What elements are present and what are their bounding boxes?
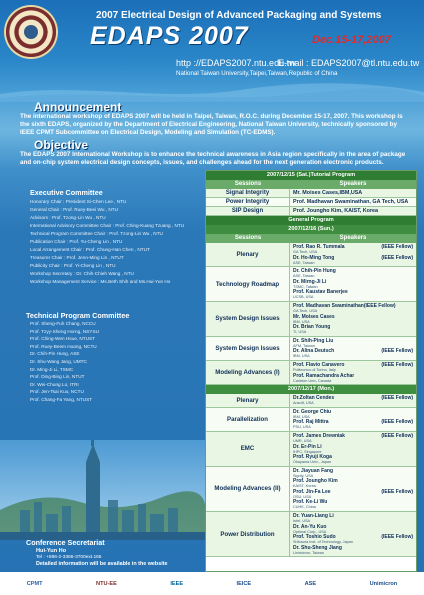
- day1-rows: [206, 243, 416, 385]
- table-row: [206, 207, 416, 216]
- speaker-name: Prof. Ramachandra Achar: [293, 372, 355, 379]
- objective-text: The EDAPS 2007 International Workshop is to enhance the technical awareness in Asia region specifically in the area of package and on-chip system electrical design concepts, issues, and challenges ahead for the next generation electronic products.: [20, 151, 406, 166]
- speaker-affiliation: TSMC, Taiwan: [293, 284, 318, 289]
- speaker-fellow: (IEEE Fellow): [381, 419, 413, 426]
- speaker-affiliation: AFM, Taiwan: [293, 343, 315, 348]
- speaker-cell: [290, 512, 416, 556]
- speaker-fellow: (IEEE Fellow): [381, 348, 413, 355]
- speaker-affiliation: CUHK, China: [293, 505, 316, 510]
- speaker-affiliation: Sigrity, USA: [293, 473, 314, 478]
- table-row: [206, 198, 416, 207]
- speaker-name: Dr. Mirng-Ji Li: [293, 278, 327, 285]
- seal-center-icon: [24, 25, 38, 39]
- session-name: Modeling Advances (II): [206, 467, 290, 511]
- list-item: Dr. Ming-Ji Li, TSMC: [30, 366, 74, 372]
- speaker-fellow: (IEEE Fellow): [381, 244, 413, 250]
- speaker-affiliation: Intel, USA: [293, 519, 311, 524]
- list-item: Prof. Ching-Wen Hsue, NTUST: [30, 336, 96, 342]
- list-item: Prof. Chang-Fa Yang, NTUST: [30, 396, 93, 402]
- list-item: Advisors : Prof. Tzong-Lin Wu , NTU: [30, 215, 106, 220]
- speaker-cell: [290, 302, 416, 336]
- speaker-name: Prof. Toshio Sudo: [293, 534, 336, 541]
- sponsor-logo: NTU-EE: [96, 580, 117, 587]
- speaker-affiliation: Ansoft, USA: [293, 401, 314, 406]
- speaker-affiliation: OSU, USA: [293, 494, 312, 499]
- list-item: Prof. Tzyy-Sheng Horng, NSYSU: [30, 328, 99, 334]
- list-item: International Advisory Committee Chair : Prof. Ching-Kuang Tzuang , NTU: [30, 223, 185, 228]
- speaker-affiliation: ASE, Taiwan: [293, 260, 315, 265]
- list-item: Dr. Chih-Pin Hung, ASE: [30, 351, 80, 357]
- speaker-affiliation: IHPC, Singapore: [293, 449, 322, 454]
- session-name: SIP Design: [206, 207, 290, 215]
- day2-rows: [206, 394, 416, 557]
- speaker-cell: [290, 408, 416, 431]
- program-table: [205, 170, 417, 572]
- executive-committee-list: [30, 198, 200, 286]
- speaker-name: Dr. Shu-Sheng Jiang: [293, 544, 342, 551]
- speaker-entry: [293, 208, 413, 214]
- tpc-heading: Technical Program Committee: [26, 311, 130, 320]
- speaker-name: Dr. George Chiu: [293, 408, 332, 415]
- sponsor-logo: IEEE: [170, 580, 184, 587]
- speaker-name: Dr. Er-Pin Li: [293, 443, 322, 450]
- speaker-name: Dr. Brian Young: [293, 324, 331, 331]
- day1-title: 2007/12/16 (Sun.): [206, 225, 416, 234]
- announcement-heading: Announcement: [34, 100, 122, 114]
- speaker-affiliation: Okayama Univ., Japan: [293, 460, 332, 465]
- list-item: Prof. Ding-Bing Lin, NTUT: [30, 374, 85, 380]
- session-name: Parallelization: [206, 408, 290, 431]
- table-row: [206, 243, 416, 267]
- speaker-name: Dr. Alina Deutsch: [293, 348, 335, 355]
- table-row: [206, 267, 416, 302]
- tpc-list: [30, 320, 200, 404]
- university-name: National Taiwan University,Taipei,Taiwan,Republic of China: [176, 70, 338, 77]
- speaker-affiliation: IBM, USA: [293, 354, 310, 359]
- speaker-affiliation: IBM, USA: [293, 319, 310, 324]
- speaker-name: Dr. An-Yu Kuo: [293, 523, 327, 530]
- speaker-cell: [290, 432, 416, 466]
- speaker-fellow: (IEEE Fellow): [381, 395, 413, 402]
- speaker-affiliation: TI, USA: [293, 330, 307, 335]
- conference-title: 2007 Electrical Design of Advanced Packaging and Systems: [96, 10, 382, 21]
- speaker-affiliation: ASE, Taiwan: [293, 274, 315, 279]
- sponsor-logo: ASE: [304, 580, 317, 587]
- speaker-name: Dr. Shih-Ping Liu: [293, 337, 334, 344]
- speaker-name: Prof. Rao R. Tummala: [293, 244, 345, 250]
- speaker-cell: [290, 189, 416, 197]
- session-name: Signal Integrity: [206, 189, 290, 197]
- list-item: Technical Program Committee Chair : Prof. Tzong-Lin Wu , NTU: [30, 231, 163, 236]
- tutorial-title: 2007/12/15 (Sat.)Tutorial Program: [206, 171, 416, 180]
- list-item: Publicity Chair : Prof. Yi-Cheng Lin , NTU: [30, 263, 116, 268]
- column-header: [206, 180, 416, 189]
- session-name: Technology Roadmap: [206, 267, 290, 301]
- speaker-cell: [290, 337, 416, 360]
- col-sessions: Sessions: [234, 235, 262, 241]
- col-speakers: Speakers: [339, 181, 367, 187]
- speaker-fellow: (IEEE Fellow): [381, 488, 413, 495]
- speaker-fellow: (IEEE Fellow): [381, 254, 413, 261]
- general-program-title: General Program: [206, 216, 416, 225]
- speaker-affiliation: Unimicron, Taiwan: [293, 550, 324, 555]
- column-header: [206, 234, 416, 243]
- speaker-entry: [293, 190, 413, 196]
- speaker-fellow: (IEEE Fellow): [381, 432, 413, 439]
- speaker-affiliation: UCSB, USA: [293, 295, 314, 300]
- speaker-name: Dr. Chih-Pin Hung: [293, 268, 336, 275]
- speaker-affiliation: GA Tech, USA: [293, 250, 318, 254]
- announcement-text: The international workshop of EDAPS 2007 will be held in Taipei, Taiwan, R.O.C. during December 15-17, 2007. This workshop is the sixth EDAPS, organized by the Department of Electrical Engineering, National Taiwan University, technically sponsored by IEEE CPMT Subcommittee on Electrical Design, Modeling and Simulation (TC-EDMS).: [20, 113, 403, 136]
- speaker-name: Prof. Joungho Kim, KAIST, Korea: [293, 208, 379, 214]
- speaker-name: Prof. Kaustav Banerjee: [293, 289, 348, 296]
- col-sessions: Sessions: [234, 181, 262, 187]
- speaker-name: Dr.Zoltan Cendes: [293, 395, 335, 402]
- list-item: Workshop Secretary : Dr. Chih-Chieh Wang , NTU: [30, 271, 134, 276]
- table-row: [206, 361, 416, 385]
- speaker-affiliation: KAIST, Korea: [293, 484, 316, 489]
- speaker-name: Prof. Flavio Canavero: [293, 361, 345, 368]
- table-row: [206, 394, 416, 408]
- wave-decoration: [0, 80, 424, 102]
- table-row: [206, 512, 416, 557]
- sponsor-logo: CPMT: [26, 580, 43, 587]
- table-row: [206, 467, 416, 512]
- list-item: General Chair : Prof. Ruey-Beei Wu , NTU: [30, 207, 118, 212]
- secretariat-name: Hui-Yun Ho: [36, 548, 67, 554]
- session-name: Plenary: [206, 243, 290, 266]
- session-name: System Design Issues: [206, 302, 290, 336]
- secretariat-heading: Conference Secretariat: [26, 538, 105, 547]
- table-row: [206, 408, 416, 432]
- speaker-affiliation: IBM, USA: [293, 414, 310, 419]
- speaker-fellow: (IEEE Fellow): [381, 534, 413, 541]
- objective-heading: Objective: [34, 138, 89, 152]
- col-speakers: Speakers: [339, 235, 367, 241]
- speaker-cell: [290, 267, 416, 301]
- sponsor-logo-bar: [0, 572, 424, 595]
- list-item: Workshop Management Service : Ms.Beth Shih and Ms.Hui-Yun Ho: [30, 279, 171, 284]
- website-link[interactable]: http ://EDAPS2007.ntu.edu.tw: [176, 58, 296, 68]
- speaker-cell: [290, 207, 416, 215]
- speaker-affiliation: Politecnico di Torino, Italy: [293, 367, 336, 372]
- speaker-name: Prof. Joungho Kim: [293, 478, 338, 485]
- list-item: Treasurer Chair : Prof. Jenn-Ming Lin , NTUT: [30, 255, 124, 260]
- list-item: Prof. Ruey-Beem Huang, NCTU: [30, 343, 97, 349]
- speaker-cell: [290, 243, 416, 266]
- speaker-cell: [290, 198, 416, 206]
- list-item: Dr. Wei-Chung Lo, ITRI: [30, 381, 79, 387]
- list-item: Local Arrangement Chair : Prof. Chung-Han Chen , NTUT: [30, 247, 150, 252]
- speaker-name: Dr. Ho-Ming Tong: [293, 254, 335, 261]
- list-item: Honorary Chair : President Si-Chen Lee , NTU: [30, 199, 127, 204]
- sponsor-logo: Unimicron: [369, 580, 398, 587]
- speaker-entry: [293, 199, 413, 205]
- table-row: [206, 302, 416, 337]
- speaker-affiliation: UMR, USA: [293, 438, 312, 443]
- conference-dates: Dec.15-17,2007: [312, 34, 391, 46]
- list-item: Prof. Sheng-Fuh Chang, NCCU: [30, 321, 96, 326]
- speaker-affiliation: GA Tech, USA: [293, 308, 318, 313]
- session-name: System Design Issues: [206, 337, 290, 360]
- session-name: Plenary: [206, 394, 290, 407]
- email-link[interactable]: E-mail : EDAPS2007@tl.ntu.edu.tw: [278, 58, 420, 68]
- speaker-name: Prof. James Drewniak: [293, 432, 345, 439]
- speaker-name: Prof. Ryuji Koga: [293, 454, 332, 461]
- speaker-affiliation: Shibaura Inst. of Technology, Japan: [293, 540, 354, 545]
- speaker-name: Prof. Madhavan Swaminathan(IEEE Fellow): [293, 302, 396, 309]
- table-row: [206, 337, 416, 361]
- day2-title: 2007/12/17 (Mon.): [206, 385, 416, 394]
- taipei-skyline-image: [0, 440, 205, 540]
- speaker-name: Mr. Moises Cases: [293, 313, 335, 320]
- secretariat-tel: Tel : +886-2-3366-3700ext.165: [36, 555, 102, 560]
- tutorial-rows: [206, 189, 416, 216]
- session-name: Modeling Advances (I): [206, 361, 290, 384]
- speaker-affiliation: PSU, USA: [293, 425, 311, 430]
- speaker-fellow: (IEEE Fellow): [381, 361, 413, 368]
- session-name: EMC: [206, 432, 290, 466]
- speaker-name: Prof. Raj Mittra: [293, 419, 329, 426]
- table-row: [206, 189, 416, 198]
- speaker-name: Prof. Madhavan Swaminathan, GA Tech, USA: [293, 199, 409, 205]
- session-name: Power Distribution: [206, 512, 290, 556]
- speaker-name: Prof. Ke-Li Wu: [293, 499, 328, 506]
- table-row: [206, 432, 416, 467]
- secretariat-detail: Detailed information will be available in the website: [36, 561, 168, 567]
- speaker-name: Dr. Jiayuan Fang: [293, 467, 334, 474]
- speaker-affiliation: Optimal Corp., USA: [293, 529, 327, 534]
- speaker-cell: [290, 394, 416, 407]
- sponsor-logo: IEICE: [236, 580, 252, 587]
- list-item: Publication Chair : Prof. Yu-Cheng Lin , NTU: [30, 239, 123, 244]
- edaps-title: EDAPS 2007: [90, 22, 249, 50]
- list-item: Dr. Shu-Wang Jang, UMTC: [30, 358, 87, 364]
- speaker-cell: [290, 467, 416, 511]
- speaker-cell: [290, 361, 416, 384]
- speaker-name: Mr. Moises Cases,IBM,USA: [293, 190, 363, 196]
- university-seal-logo: [6, 7, 56, 57]
- list-item: Prof. Jen-Tsai Kuo, NCTU: [30, 389, 84, 395]
- session-name: Power Integrity: [206, 198, 290, 206]
- speaker-name: Prof. Jin-Fa Lee: [293, 488, 331, 495]
- speaker-affiliation: Carleton Univ, Canada: [293, 378, 332, 383]
- speaker-name: Dr. Yuan-Liang Li: [293, 513, 334, 520]
- executive-committee-heading: Executive Committee: [30, 188, 103, 197]
